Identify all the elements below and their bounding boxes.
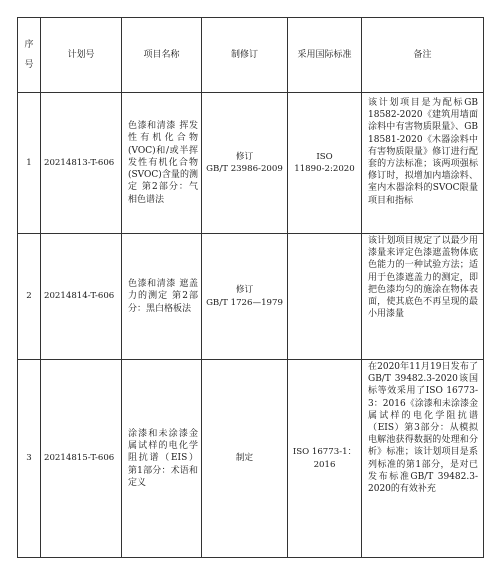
cell-plan-no: 20214814-T-606 (41, 234, 122, 360)
revision-type: 修订 (235, 285, 254, 296)
revision-standard: GB/T 23986-2009 (206, 164, 283, 174)
table-header-row (18, 18, 484, 93)
cell-plan-no: 20214815-T-606 (41, 360, 122, 558)
cell-revision (202, 93, 288, 234)
standards-table (17, 17, 484, 558)
header-revision: 制修订 (202, 18, 288, 93)
table-row (18, 234, 484, 360)
cell-seq: 1 (18, 93, 41, 234)
cell-intl-standard: ISO 11890-2:2020 (288, 93, 362, 234)
table-row (18, 360, 484, 558)
cell-seq: 2 (18, 234, 41, 360)
cell-intl-standard (288, 234, 362, 360)
header-intl-standard: 采用国际标准 (288, 18, 362, 93)
revision-type: 修订 (235, 151, 254, 162)
cell-remarks: 在2020年11月19日发布了GB/T 39482.3-2020该国标等效采用了ISO 16773-3：2016《涂漆和未涂漆金属试样的电化学阻抗谱（EIS）第3部分：从模拟电解池获得数据的处理和分析》标准；该计划项目是系列标准的第1部分，是对已发布标准GB/T 39482.3-2020的有效补充 (362, 360, 484, 558)
revision-type: 制定 (235, 453, 254, 464)
cell-revision (202, 234, 288, 360)
header-project-name: 项目名称 (122, 18, 202, 93)
cell-intl-standard: ISO 16773-1： 2016 (288, 360, 362, 558)
cell-project-name: 色漆和清漆 遮盖力的测定 第2部分：黑白格板法 (122, 234, 202, 360)
header-plan-no: 计划号 (41, 18, 122, 93)
cell-seq: 3 (18, 360, 41, 558)
revision-standard: GB/T 1726—1979 (206, 297, 283, 308)
cell-project-name: 色漆和清漆 挥发性有机化合物(VOC)和/或半挥发性有机化合物(SVOC)含量的测定 第2部分：气相色谱法 (122, 93, 202, 234)
cell-remarks: 该计划项目规定了以最少用漆量来评定色漆遮盖物体底色能力的一种试验方法；适用于色漆遮盖力的测定，即把色漆均匀的施涂在物体表面，使其底色不再呈现的最小用漆量 (362, 234, 484, 360)
cell-project-name: 涂漆和未涂漆金属试样的电化学阻抗谱（EIS）第1部分：术语和定义 (122, 360, 202, 558)
header-seq: 序 号 (18, 18, 41, 93)
cell-plan-no: 20214813-T-606 (41, 93, 122, 234)
cell-remarks: 该计划项目是为配标GB 18582-2020《建筑用墙面涂料中有害物质限量》、GB 18581-2020《木器涂料中有害物质限量》修订进行配套的方法标准；该两项强标修订时，拟增加内墙涂料、室内木器涂料的SVOC限量项目和指标 (362, 93, 484, 234)
cell-revision (202, 360, 288, 558)
table-row (18, 93, 484, 234)
header-remarks: 备注 (362, 18, 484, 93)
